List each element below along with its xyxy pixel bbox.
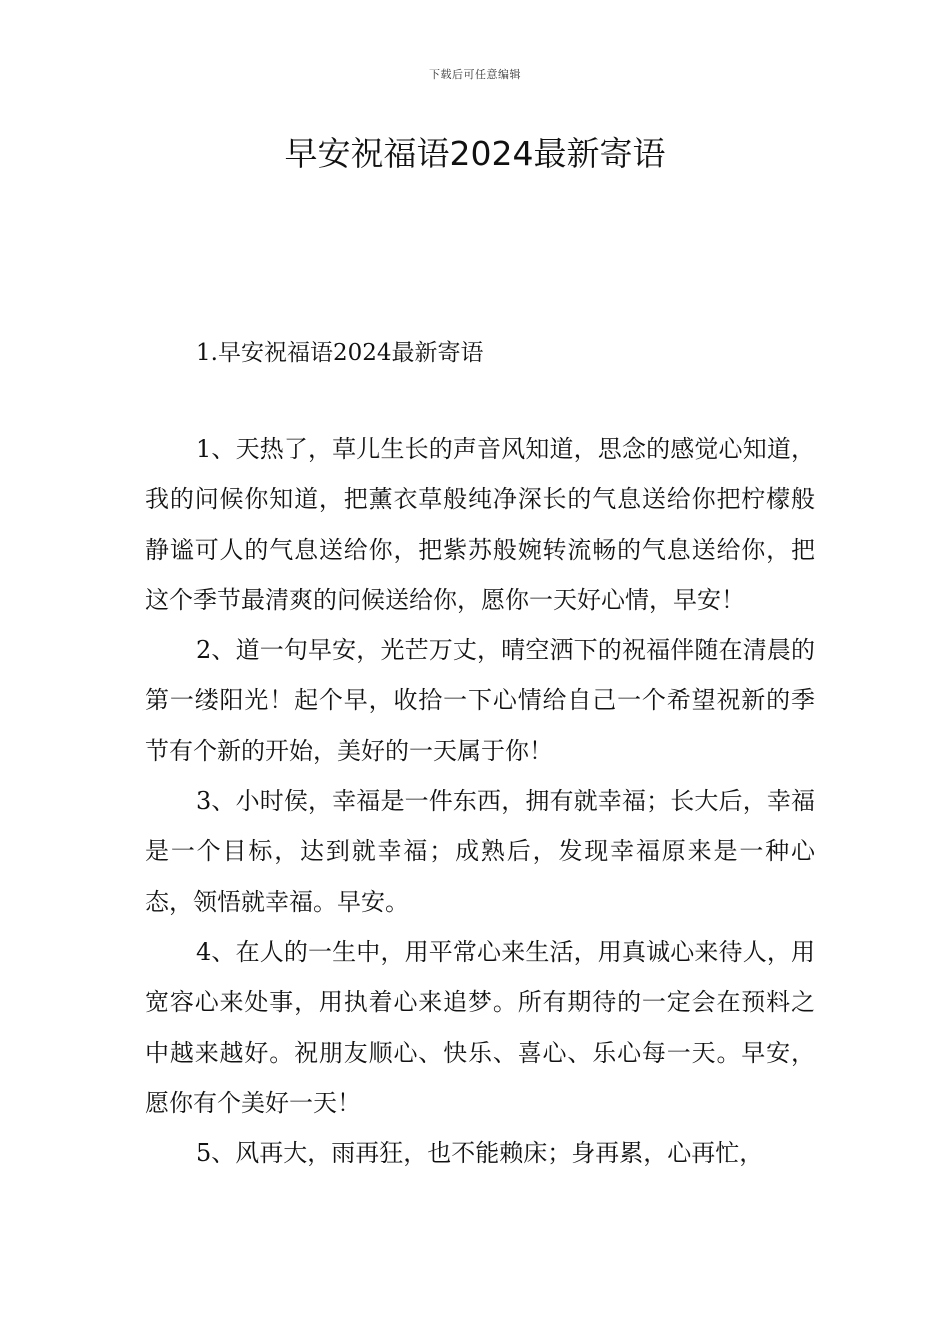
header-note: 下载后可任意编辑 — [429, 68, 521, 81]
paragraph-4: 4、在人的一生中，用平常心来生活，用真诚心来待人，用宽容心来处事，用执着心来追梦。所有期待的一定会在预料之中越来越好。祝朋友顺心、快乐、喜心、乐心每一天。早安，愿你有个美好一天！ — [145, 937, 815, 1117]
document-title: 早安祝福语2024最新寄语 — [284, 134, 666, 173]
section-heading: 1.早安祝福语2024最新寄语 — [196, 340, 484, 366]
paragraph-3: 3、小时侯，幸福是一件东西，拥有就幸福；长大后，幸福是一个目标，达到就幸福；成熟后，发现幸福原来是一种心态，领悟就幸福。早安。 — [145, 787, 815, 916]
paragraph-2: 2、道一句早安，光芒万丈，晴空洒下的祝福伴随在清晨的第一缕阳光！起个早，收拾一下心情给自己一个希望祝新的季节有个新的开始，美好的一天属于你！ — [145, 636, 815, 765]
paragraph-1: 1、天热了，草儿生长的声音风知道，思念的感觉心知道，我的问候你知道，把薰衣草般纯净深长的气息送给你把柠檬般静谧可人的气息送给你，把紫苏般婉转流畅的气息送给你，把这个季节最清爽的问候送给你，愿你一天好心情，早安！ — [145, 435, 815, 614]
paragraph-5: 5、风再大，雨再狂，也不能赖床；身再累，心再忙， — [196, 1139, 764, 1168]
body-text — [145, 424, 815, 1178]
